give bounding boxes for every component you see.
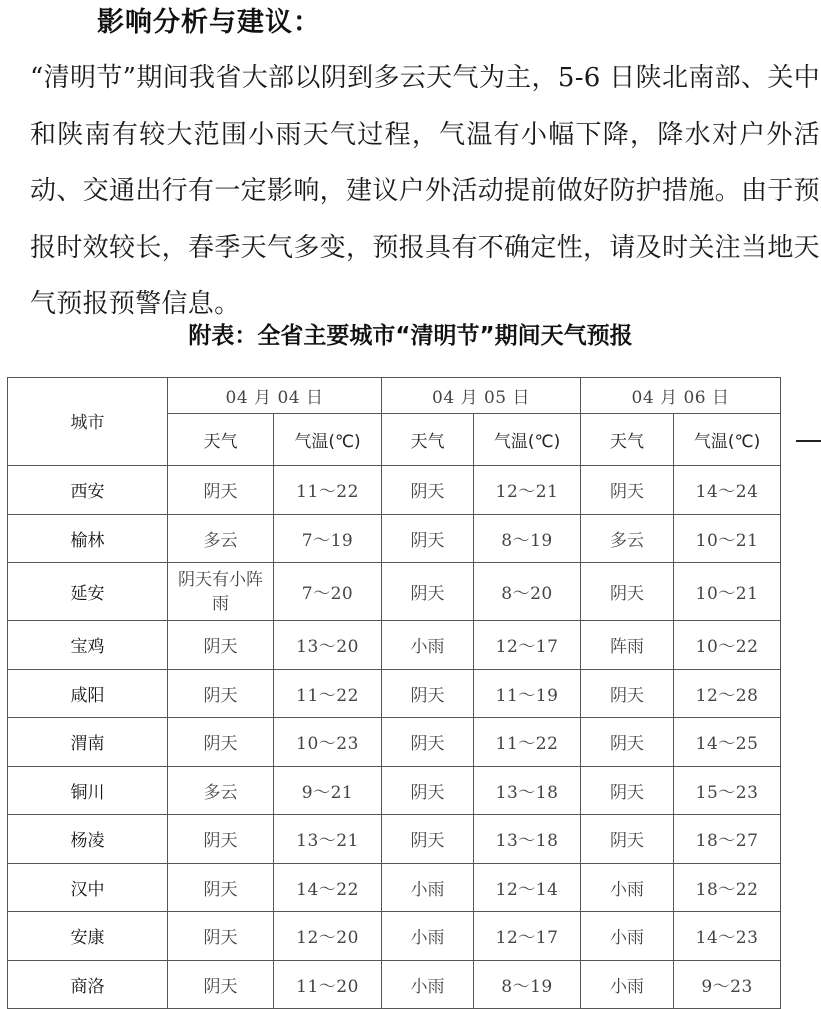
weather-header-3: 天气 bbox=[581, 414, 674, 466]
table-row bbox=[8, 718, 781, 767]
temp-cell: 10～21 bbox=[674, 563, 781, 621]
temp-cell: 7～19 bbox=[274, 514, 382, 563]
weather-cell bbox=[168, 563, 274, 621]
table-row bbox=[8, 960, 781, 1009]
weather-cell: 阴天 bbox=[382, 563, 474, 621]
weather-cell: 小雨 bbox=[382, 863, 474, 912]
weather-cell: 阴天 bbox=[168, 912, 274, 961]
city-cell: 渭南 bbox=[8, 718, 168, 767]
weather-cell: 小雨 bbox=[581, 912, 674, 961]
temp-cell: 18～22 bbox=[674, 863, 781, 912]
temp-cell: 8～20 bbox=[474, 563, 581, 621]
weather-cell: 小雨 bbox=[581, 960, 674, 1009]
temp-cell: 12～28 bbox=[674, 669, 781, 718]
table-caption: 附表：全省主要城市“清明节”期间天气预报 bbox=[188, 323, 633, 349]
weather-cell: 多云 bbox=[581, 514, 674, 563]
temp-cell: 7～20 bbox=[274, 563, 382, 621]
date-header-2: 04 月 05 日 bbox=[382, 378, 581, 414]
weather-cell: 阴天 bbox=[382, 766, 474, 815]
city-cell: 汉中 bbox=[8, 863, 168, 912]
table-row bbox=[8, 669, 781, 718]
table-header-dates bbox=[8, 378, 781, 414]
table-row bbox=[8, 563, 781, 621]
weather-cell: 阴天 bbox=[168, 466, 274, 515]
weather-header-2: 天气 bbox=[382, 414, 474, 466]
temp-cell: 8～19 bbox=[474, 514, 581, 563]
weather-cell: 阴天 bbox=[382, 514, 474, 563]
weather-cell: 阵雨 bbox=[581, 621, 674, 670]
temp-cell: 12～17 bbox=[474, 912, 581, 961]
city-cell: 咸阳 bbox=[8, 669, 168, 718]
table-row bbox=[8, 912, 781, 961]
date-header-3: 04 月 06 日 bbox=[581, 378, 781, 414]
temp-cell: 10～22 bbox=[674, 621, 781, 670]
date-header-1: 04 月 04 日 bbox=[168, 378, 382, 414]
weather-cell: 小雨 bbox=[382, 621, 474, 670]
temp-cell: 8～19 bbox=[474, 960, 581, 1009]
temp-cell: 11～22 bbox=[474, 718, 581, 767]
weather-cell: 阴天 bbox=[168, 960, 274, 1009]
temp-cell: 11～19 bbox=[474, 669, 581, 718]
table-row bbox=[8, 863, 781, 912]
weather-cell: 阴天 bbox=[581, 766, 674, 815]
city-cell: 安康 bbox=[8, 912, 168, 961]
weather-cell: 阴天 bbox=[168, 815, 274, 864]
temp-cell: 12～17 bbox=[474, 621, 581, 670]
table-row bbox=[8, 466, 781, 515]
weather-cell: 阴天 bbox=[168, 718, 274, 767]
city-cell: 榆林 bbox=[8, 514, 168, 563]
temp-header-3: 气温(℃) bbox=[674, 414, 781, 466]
temp-cell: 18～27 bbox=[674, 815, 781, 864]
weather-cell: 小雨 bbox=[382, 960, 474, 1009]
weather-cell: 阴天 bbox=[581, 563, 674, 621]
weather-cell: 阴天 bbox=[168, 669, 274, 718]
table-row bbox=[8, 815, 781, 864]
weather-cell: 阴天 bbox=[581, 815, 674, 864]
margin-dash bbox=[796, 440, 821, 442]
table-row bbox=[8, 621, 781, 670]
temp-cell: 10～23 bbox=[274, 718, 382, 767]
temp-cell: 13～20 bbox=[274, 621, 382, 670]
weather-cell: 阴天 bbox=[168, 621, 274, 670]
weather-header-1: 天气 bbox=[168, 414, 274, 466]
weather-cell: 阴天 bbox=[581, 466, 674, 515]
temp-cell: 10～21 bbox=[674, 514, 781, 563]
weather-cell: 阴天 bbox=[382, 718, 474, 767]
city-cell: 杨凌 bbox=[8, 815, 168, 864]
temp-cell: 11～22 bbox=[274, 466, 382, 515]
temp-cell: 14～24 bbox=[674, 466, 781, 515]
weather-cell: 阴天 bbox=[382, 669, 474, 718]
temp-cell: 14～22 bbox=[274, 863, 382, 912]
temp-cell: 14～25 bbox=[674, 718, 781, 767]
temp-cell: 12～14 bbox=[474, 863, 581, 912]
temp-cell: 15～23 bbox=[674, 766, 781, 815]
table-row bbox=[8, 514, 781, 563]
city-cell: 延安 bbox=[8, 563, 168, 621]
section-heading: 影响分析与建议： bbox=[97, 7, 321, 38]
weather-cell: 多云 bbox=[168, 514, 274, 563]
weather-cell: 阴天 bbox=[382, 815, 474, 864]
city-cell: 商洛 bbox=[8, 960, 168, 1009]
analysis-paragraph: “清明节”期间我省大部以阴到多云天气为主，5-6 日陕北南部、关中和陕南有较大范围小雨天气过程，气温有小幅下降，降水对户外活动、交通出行有一定影响，建议户外活动提前做好防护措施。由于预报时效较长，春季天气多变，预报具有不确定性，请及时关注当地天气预报预警信息。 bbox=[30, 63, 820, 319]
weather-cell: 小雨 bbox=[581, 863, 674, 912]
temp-header-1: 气温(℃) bbox=[274, 414, 382, 466]
temp-cell: 14～23 bbox=[674, 912, 781, 961]
temp-cell: 13～18 bbox=[474, 815, 581, 864]
temp-header-2: 气温(℃) bbox=[474, 414, 581, 466]
city-cell: 铜川 bbox=[8, 766, 168, 815]
temp-cell: 13～18 bbox=[474, 766, 581, 815]
forecast-table bbox=[7, 377, 781, 1009]
temp-cell: 9～21 bbox=[274, 766, 382, 815]
weather-cell-text: 阴天有小阵雨 bbox=[178, 569, 263, 614]
temp-cell: 13～21 bbox=[274, 815, 382, 864]
weather-cell: 小雨 bbox=[382, 912, 474, 961]
temp-cell: 9～23 bbox=[674, 960, 781, 1009]
weather-cell: 阴天 bbox=[581, 669, 674, 718]
city-cell: 西安 bbox=[8, 466, 168, 515]
temp-cell: 12～21 bbox=[474, 466, 581, 515]
weather-cell: 阴天 bbox=[581, 718, 674, 767]
weather-cell: 阴天 bbox=[382, 466, 474, 515]
table-row bbox=[8, 766, 781, 815]
temp-cell: 11～20 bbox=[274, 960, 382, 1009]
temp-cell: 12～20 bbox=[274, 912, 382, 961]
city-cell: 宝鸡 bbox=[8, 621, 168, 670]
temp-cell: 11～22 bbox=[274, 669, 382, 718]
city-column-header: 城市 bbox=[8, 378, 168, 466]
weather-cell: 多云 bbox=[168, 766, 274, 815]
weather-cell: 阴天 bbox=[168, 863, 274, 912]
